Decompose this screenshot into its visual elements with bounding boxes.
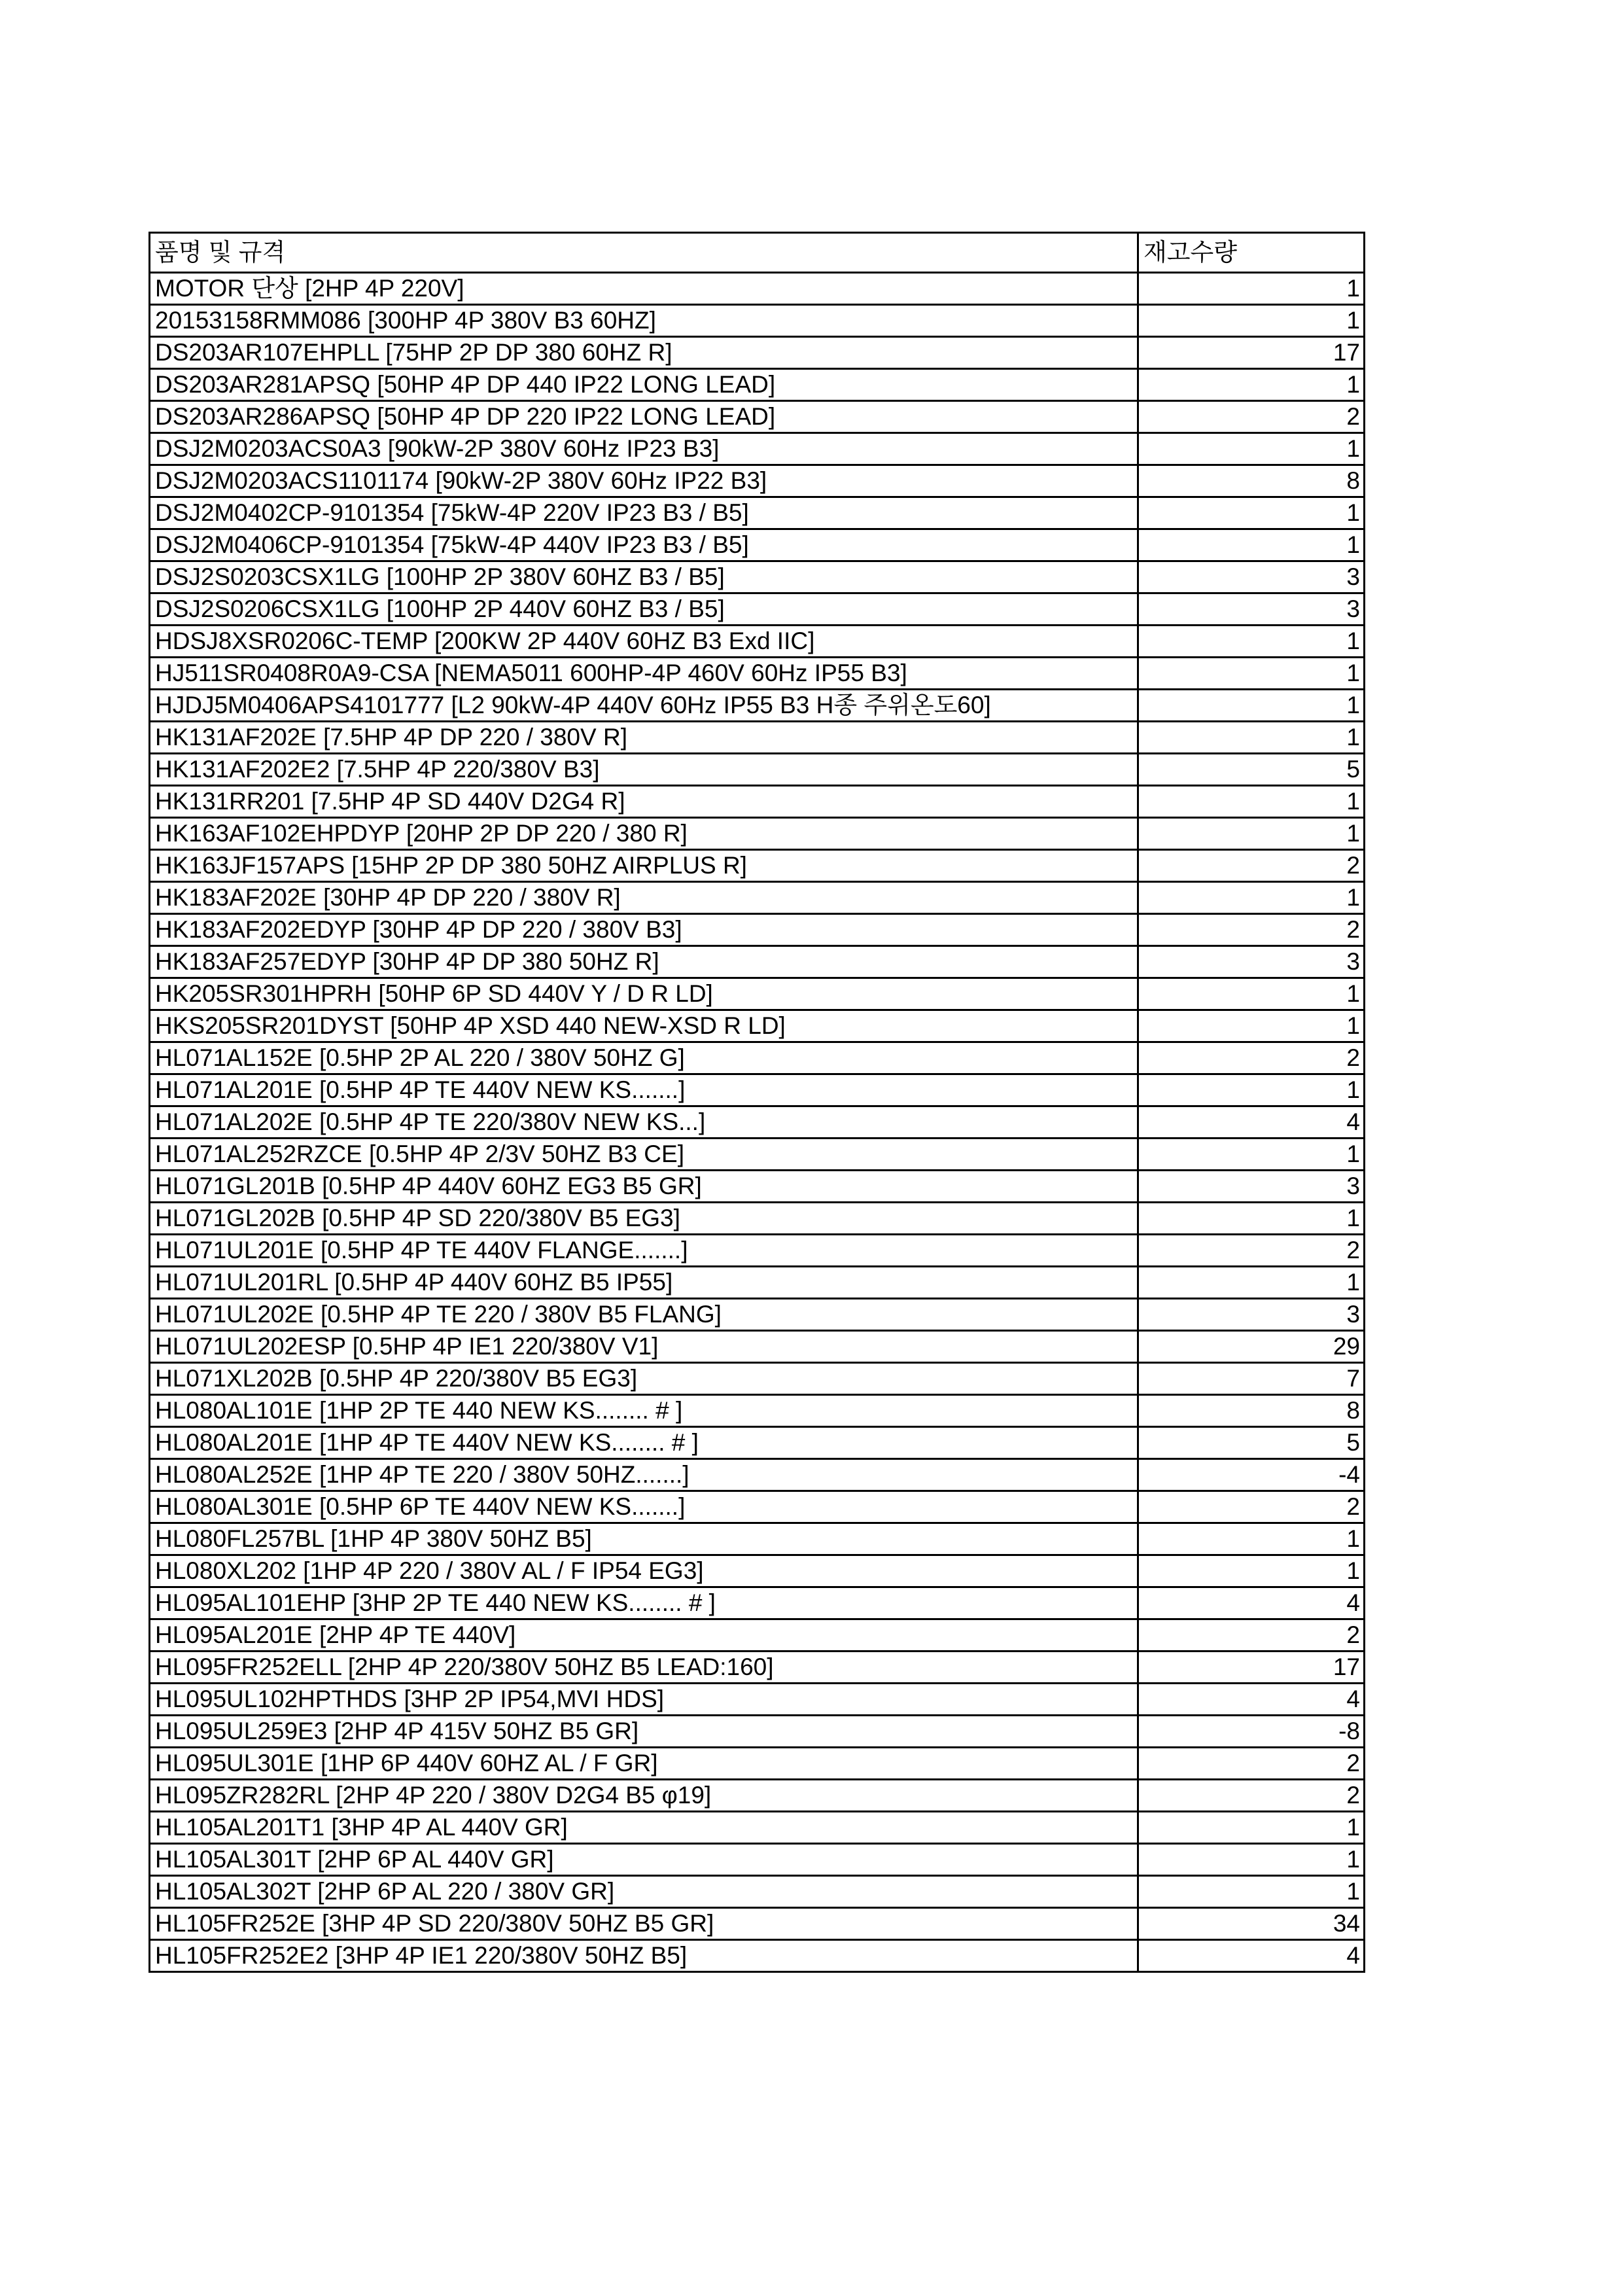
header-name: 품명 및 규격 [150, 233, 1138, 273]
table-row [150, 1427, 1365, 1459]
stock-quantity-cell: 1 [1138, 1203, 1365, 1235]
item-name-cell: HL095UL102HPTHDS [3HP 2P IP54,MVI HDS] [150, 1684, 1138, 1716]
table-row [150, 914, 1365, 946]
table-row [150, 978, 1365, 1010]
item-name-cell: HL095ZR282RL [2HP 4P 220 / 380V D2G4 B5 φ19] [150, 1780, 1138, 1812]
table-row [150, 850, 1365, 882]
table-row [150, 754, 1365, 786]
item-name-cell: HL105AL302T [2HP 6P AL 220 / 380V GR] [150, 1876, 1138, 1908]
stock-quantity-cell: 1 [1138, 1812, 1365, 1844]
table-row [150, 1299, 1365, 1331]
table-row [150, 1523, 1365, 1555]
table-row [150, 1171, 1365, 1203]
item-name-cell: HL095UL301E [1HP 6P 440V 60HZ AL / F GR] [150, 1748, 1138, 1780]
item-name-cell: HL080FL257BL [1HP 4P 380V 50HZ B5] [150, 1523, 1138, 1555]
stock-quantity-cell: 1 [1138, 722, 1365, 754]
stock-quantity-cell: 3 [1138, 1299, 1365, 1331]
item-name-cell: HK183AF202EDYP [30HP 4P DP 220 / 380V B3] [150, 914, 1138, 946]
table-row [150, 1908, 1365, 1940]
stock-quantity-cell: -4 [1138, 1459, 1365, 1491]
stock-quantity-cell: 3 [1138, 561, 1365, 593]
table-row [150, 1587, 1365, 1619]
table-row [150, 561, 1365, 593]
stock-quantity-cell: 1 [1138, 882, 1365, 914]
stock-quantity-cell: 1 [1138, 1074, 1365, 1106]
item-name-cell: 20153158RMM086 [300HP 4P 380V B3 60HZ] [150, 305, 1138, 337]
item-name-cell: HL080XL202 [1HP 4P 220 / 380V AL / F IP54 EG3] [150, 1555, 1138, 1587]
stock-quantity-cell: 3 [1138, 593, 1365, 626]
stock-quantity-cell: 1 [1138, 786, 1365, 818]
stock-quantity-cell: 2 [1138, 1748, 1365, 1780]
stock-quantity-cell: 1 [1138, 658, 1365, 690]
table-row [150, 786, 1365, 818]
item-name-cell: HK163AF102EHPDYP [20HP 2P DP 220 / 380 R] [150, 818, 1138, 850]
table-row [150, 1780, 1365, 1812]
item-name-cell: HK131AF202E [7.5HP 4P DP 220 / 380V R] [150, 722, 1138, 754]
stock-quantity-cell: 5 [1138, 754, 1365, 786]
item-name-cell: HL095AL201E [2HP 4P TE 440V] [150, 1619, 1138, 1651]
table-row [150, 1555, 1365, 1587]
stock-quantity-cell: 2 [1138, 1042, 1365, 1074]
item-name-cell: DS203AR281APSQ [50HP 4P DP 440 IP22 LONG LEAD] [150, 369, 1138, 401]
stock-quantity-cell: 34 [1138, 1908, 1365, 1940]
item-name-cell: DSJ2M0406CP-9101354 [75kW-4P 440V IP23 B3 / B5] [150, 529, 1138, 561]
table-row [150, 305, 1365, 337]
item-name-cell: DS203AR286APSQ [50HP 4P DP 220 IP22 LONG LEAD] [150, 401, 1138, 433]
table-row [150, 1491, 1365, 1523]
stock-quantity-cell: 1 [1138, 1139, 1365, 1171]
item-name-cell: HL080AL301E [0.5HP 6P TE 440V NEW KS.......] [150, 1491, 1138, 1523]
table-row [150, 401, 1365, 433]
stock-quantity-cell: 1 [1138, 690, 1365, 722]
table-row [150, 273, 1365, 305]
stock-quantity-cell: 4 [1138, 1106, 1365, 1139]
stock-quantity-cell: 1 [1138, 1844, 1365, 1876]
stock-quantity-cell: 17 [1138, 1651, 1365, 1684]
stock-quantity-cell: -8 [1138, 1716, 1365, 1748]
item-name-cell: DSJ2S0206CSX1LG [100HP 2P 440V 60HZ B3 / B5] [150, 593, 1138, 626]
item-name-cell: HL095FR252ELL [2HP 4P 220/380V 50HZ B5 LEAD:160] [150, 1651, 1138, 1684]
item-name-cell: DSJ2S0203CSX1LG [100HP 2P 380V 60HZ B3 / B5] [150, 561, 1138, 593]
stock-quantity-cell: 2 [1138, 1619, 1365, 1651]
item-name-cell: DSJ2M0203ACS1101174 [90kW-2P 380V 60Hz IP22 B3] [150, 465, 1138, 497]
table-row [150, 1106, 1365, 1139]
item-name-cell: HL071XL202B [0.5HP 4P 220/380V B5 EG3] [150, 1363, 1138, 1395]
table-row [150, 1331, 1365, 1363]
stock-quantity-cell: 2 [1138, 1235, 1365, 1267]
stock-quantity-cell: 1 [1138, 1010, 1365, 1042]
table-row [150, 1267, 1365, 1299]
item-name-cell: HK205SR301HPRH [50HP 6P SD 440V Y / D R LD] [150, 978, 1138, 1010]
item-name-cell: HL071AL152E [0.5HP 2P AL 220 / 380V 50HZ G] [150, 1042, 1138, 1074]
item-name-cell: HJDJ5M0406APS4101777 [L2 90kW-4P 440V 60Hz IP55 B3 H종 주위온도60] [150, 690, 1138, 722]
table-row [150, 1235, 1365, 1267]
item-name-cell: HJ511SR0408R0A9-CSA [NEMA5011 600HP-4P 460V 60Hz IP55 B3] [150, 658, 1138, 690]
table-row [150, 946, 1365, 978]
stock-quantity-cell: 4 [1138, 1940, 1365, 1972]
table-row [150, 1651, 1365, 1684]
stock-quantity-cell: 2 [1138, 914, 1365, 946]
stock-quantity-cell: 1 [1138, 369, 1365, 401]
item-name-cell: HL105FR252E [3HP 4P SD 220/380V 50HZ B5 GR] [150, 1908, 1138, 1940]
item-name-cell: MOTOR 단상 [2HP 4P 220V] [150, 273, 1138, 305]
table-row [150, 1203, 1365, 1235]
item-name-cell: HL095AL101EHP [3HP 2P TE 440 NEW KS........ # ] [150, 1587, 1138, 1619]
stock-quantity-cell: 7 [1138, 1363, 1365, 1395]
item-name-cell: HK183AF257EDYP [30HP 4P DP 380 50HZ R] [150, 946, 1138, 978]
item-name-cell: HL071UL201E [0.5HP 4P TE 440V FLANGE.......] [150, 1235, 1138, 1267]
item-name-cell: HK183AF202E [30HP 4P DP 220 / 380V R] [150, 882, 1138, 914]
table-row [150, 1010, 1365, 1042]
table-row [150, 1363, 1365, 1395]
table-row [150, 593, 1365, 626]
stock-quantity-cell: 17 [1138, 337, 1365, 369]
stock-quantity-cell: 1 [1138, 1267, 1365, 1299]
table-row [150, 369, 1365, 401]
table-row [150, 626, 1365, 658]
item-name-cell: DS203AR107EHPLL [75HP 2P DP 380 60HZ R] [150, 337, 1138, 369]
stock-quantity-cell: 2 [1138, 850, 1365, 882]
stock-quantity-cell: 3 [1138, 1171, 1365, 1203]
table-row [150, 465, 1365, 497]
stock-quantity-cell: 4 [1138, 1587, 1365, 1619]
item-name-cell: HL105AL201T1 [3HP 4P AL 440V GR] [150, 1812, 1138, 1844]
header-quantity: 재고수량 [1138, 233, 1365, 273]
table-row [150, 1139, 1365, 1171]
stock-quantity-cell: 1 [1138, 529, 1365, 561]
inventory-table [148, 232, 1365, 1973]
stock-quantity-cell: 1 [1138, 433, 1365, 465]
table-row [150, 529, 1365, 561]
item-name-cell: HL071GL202B [0.5HP 4P SD 220/380V B5 EG3] [150, 1203, 1138, 1235]
table-row [150, 1395, 1365, 1427]
header-row [150, 233, 1365, 273]
stock-quantity-cell: 8 [1138, 465, 1365, 497]
stock-quantity-cell: 1 [1138, 1555, 1365, 1587]
item-name-cell: HKS205SR201DYST [50HP 4P XSD 440 NEW-XSD R LD] [150, 1010, 1138, 1042]
item-name-cell: HL071UL202E [0.5HP 4P TE 220 / 380V B5 FLANG] [150, 1299, 1138, 1331]
table-row [150, 1459, 1365, 1491]
item-name-cell: HDSJ8XSR0206C-TEMP [200KW 2P 440V 60HZ B3 Exd IIC] [150, 626, 1138, 658]
stock-quantity-cell: 1 [1138, 1523, 1365, 1555]
item-name-cell: HL071GL201B [0.5HP 4P 440V 60HZ EG3 B5 GR] [150, 1171, 1138, 1203]
stock-quantity-cell: 5 [1138, 1427, 1365, 1459]
table-row [150, 1748, 1365, 1780]
table-row [150, 658, 1365, 690]
stock-quantity-cell: 2 [1138, 1491, 1365, 1523]
stock-quantity-cell: 1 [1138, 273, 1365, 305]
item-name-cell: HL071AL202E [0.5HP 4P TE 220/380V NEW KS...] [150, 1106, 1138, 1139]
item-name-cell: HL071AL201E [0.5HP 4P TE 440V NEW KS.......] [150, 1074, 1138, 1106]
stock-quantity-cell: 1 [1138, 626, 1365, 658]
table-row [150, 433, 1365, 465]
stock-quantity-cell: 1 [1138, 497, 1365, 529]
table-row [150, 690, 1365, 722]
table-row [150, 1619, 1365, 1651]
item-name-cell: HL071UL201RL [0.5HP 4P 440V 60HZ B5 IP55] [150, 1267, 1138, 1299]
stock-quantity-cell: 29 [1138, 1331, 1365, 1363]
stock-quantity-cell: 1 [1138, 818, 1365, 850]
item-name-cell: HK131RR201 [7.5HP 4P SD 440V D2G4 R] [150, 786, 1138, 818]
stock-quantity-cell: 3 [1138, 946, 1365, 978]
table-row [150, 722, 1365, 754]
item-name-cell: HL080AL101E [1HP 2P TE 440 NEW KS........ # ] [150, 1395, 1138, 1427]
table-row [150, 337, 1365, 369]
item-name-cell: DSJ2M0402CP-9101354 [75kW-4P 220V IP23 B3 / B5] [150, 497, 1138, 529]
item-name-cell: DSJ2M0203ACS0A3 [90kW-2P 380V 60Hz IP23 B3] [150, 433, 1138, 465]
table-row [150, 1876, 1365, 1908]
table-row [150, 1940, 1365, 1972]
table-row [150, 1716, 1365, 1748]
item-name-cell: HL080AL252E [1HP 4P TE 220 / 380V 50HZ.......] [150, 1459, 1138, 1491]
stock-quantity-cell: 2 [1138, 1780, 1365, 1812]
table-row [150, 818, 1365, 850]
table-row [150, 882, 1365, 914]
item-name-cell: HL080AL201E [1HP 4P TE 440V NEW KS........ # ] [150, 1427, 1138, 1459]
stock-quantity-cell: 1 [1138, 978, 1365, 1010]
stock-quantity-cell: 8 [1138, 1395, 1365, 1427]
item-name-cell: HL105AL301T [2HP 6P AL 440V GR] [150, 1844, 1138, 1876]
inventory-body [150, 273, 1365, 1972]
table-row [150, 1684, 1365, 1716]
item-name-cell: HK163JF157APS [15HP 2P DP 380 50HZ AIRPLUS R] [150, 850, 1138, 882]
table-row [150, 1844, 1365, 1876]
stock-quantity-cell: 4 [1138, 1684, 1365, 1716]
item-name-cell: HK131AF202E2 [7.5HP 4P 220/380V B3] [150, 754, 1138, 786]
item-name-cell: HL071AL252RZCE [0.5HP 4P 2/3V 50HZ B3 CE] [150, 1139, 1138, 1171]
table-row [150, 1042, 1365, 1074]
table-row [150, 1812, 1365, 1844]
stock-quantity-cell: 2 [1138, 401, 1365, 433]
item-name-cell: HL105FR252E2 [3HP 4P IE1 220/380V 50HZ B5] [150, 1940, 1138, 1972]
stock-quantity-cell: 1 [1138, 305, 1365, 337]
table-row [150, 497, 1365, 529]
table-row [150, 1074, 1365, 1106]
stock-quantity-cell: 1 [1138, 1876, 1365, 1908]
item-name-cell: HL071UL202ESP [0.5HP 4P IE1 220/380V V1] [150, 1331, 1138, 1363]
item-name-cell: HL095UL259E3 [2HP 4P 415V 50HZ B5 GR] [150, 1716, 1138, 1748]
inventory-sheet [148, 232, 1363, 1973]
